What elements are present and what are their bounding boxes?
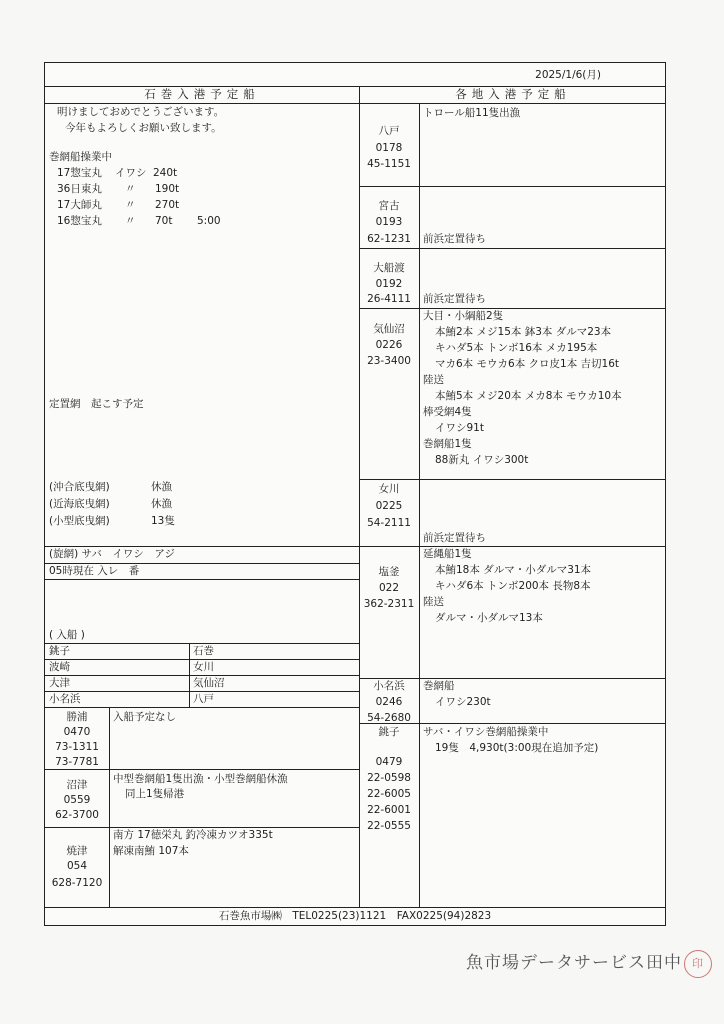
report-date: 2025/1/6(月): [535, 69, 601, 81]
port-info: イワシ230t: [435, 696, 491, 708]
grid-port: 女川: [193, 661, 214, 673]
makiami-fish: 〃: [125, 199, 136, 211]
grid-port: 波崎: [49, 661, 70, 673]
port-info: 解凍南鮪 107本: [113, 845, 189, 857]
port-name: 焼津: [66, 845, 88, 857]
stamp-text: 魚市場データサービス田中: [466, 953, 682, 973]
right-header: 各地入港予定船: [455, 87, 571, 101]
sokobiki-label: (近海底曳網): [49, 498, 110, 510]
sokobiki-value: 休漁: [151, 498, 172, 510]
port-tel: 362-2311: [363, 598, 415, 610]
port-tel: 0479: [375, 756, 403, 768]
port-tel: 0226: [375, 339, 403, 351]
port-info: 巻網船: [423, 680, 455, 692]
footer-contact: 石巻魚市場㈱ TEL0225(23)1121 FAX0225(94)2823: [218, 910, 492, 922]
makiami-name: 17惣宝丸: [57, 167, 102, 179]
current-status: 05時現在 入レ 番: [49, 565, 140, 577]
port-tel: 0470: [63, 726, 91, 738]
sokobiki-value: 13隻: [151, 515, 175, 527]
port-info: マカ6本 モウカ6本 クロ皮1本 吉切16t: [435, 358, 620, 370]
port-tel: 022: [378, 582, 400, 594]
port-tel: 0192: [375, 278, 403, 290]
port-info: 前浜定置待ち: [423, 532, 486, 544]
port-info: 延縄船1隻: [423, 548, 472, 560]
greeting-line-1: 明けましておめでとうございます。: [57, 106, 225, 118]
port-tel: 054: [66, 860, 88, 872]
port-info: 陸送: [423, 596, 444, 608]
port-tel: 54-2680: [367, 712, 411, 724]
grid-port: 石巻: [193, 645, 214, 657]
makiami-amount: 190t: [155, 183, 180, 195]
port-tel: 45-1151: [367, 158, 411, 170]
port-info: ダルマ・小ダルマ13本: [435, 612, 543, 624]
makiami-fish: イワシ: [115, 167, 147, 179]
port-tel: 54-2111: [367, 517, 411, 529]
port-tel: 22-6005: [367, 788, 411, 800]
port-name: 気仙沼: [373, 323, 405, 335]
port-name: 勝浦: [66, 711, 88, 723]
seal-icon: 印: [684, 950, 712, 978]
port-tel: 26-4111: [367, 293, 411, 305]
port-tel: 62-1231: [367, 233, 411, 245]
port-tel: 22-0598: [367, 772, 411, 784]
port-info: 本鮪18本 ダルマ・小ダルマ31本: [435, 564, 592, 576]
grid-port: 小名浜: [49, 693, 81, 705]
port-info: 同上1隻帰港: [125, 788, 185, 800]
port-tel: 0225: [375, 500, 403, 512]
makiami-name: 16惣宝丸: [57, 215, 102, 227]
makiami-name: 36日東丸: [57, 183, 102, 195]
teichi-note: 定置網 起こす予定: [49, 398, 144, 410]
port-name: 銚子: [378, 726, 400, 738]
port-info: キハダ6本 トンボ200本 長物8本: [435, 580, 591, 592]
port-name: 大船渡: [373, 262, 405, 274]
port-tel: 23-3400: [367, 355, 411, 367]
sokobiki-value: 休漁: [151, 481, 172, 493]
makiami-time: 5:00: [197, 215, 221, 227]
port-info: 入船予定なし: [113, 711, 176, 723]
port-info: 前浜定置待ち: [423, 293, 486, 305]
makiami-fish: 〃: [125, 183, 136, 195]
port-name: 塩釜: [378, 566, 400, 578]
port-info: トロール船11隻出漁: [423, 107, 521, 119]
port-tel: 22-0555: [367, 820, 411, 832]
port-info: 陸送: [423, 374, 444, 386]
port-tel: 0178: [375, 142, 403, 154]
port-name: 小名浜: [373, 680, 405, 692]
port-info: サバ・イワシ巻網船操業中: [423, 726, 549, 738]
port-tel: 0246: [375, 696, 403, 708]
port-info: 棒受網4隻: [423, 406, 472, 418]
makiami-amount: 240t: [153, 167, 178, 179]
port-tel: 62-3700: [55, 809, 99, 821]
data-service-stamp: [466, 948, 712, 978]
port-tel: 73-1311: [55, 741, 99, 753]
port-info: 巻網船1隻: [423, 438, 472, 450]
makiami-title: 巻網船操業中: [49, 151, 112, 163]
sokobiki-label: (沖合底曳網): [49, 481, 110, 493]
port-info: イワシ91t: [435, 422, 484, 434]
port-info: キハダ5本 トンボ16本 メカ195本: [435, 342, 598, 354]
port-info: 19隻 4,930t(3:00現在追加予定): [435, 742, 599, 754]
port-name: 女川: [378, 483, 400, 495]
port-name: 八戸: [378, 125, 400, 137]
port-info: 大目・小綱船2隻: [423, 310, 504, 322]
port-tel: 73-7781: [55, 756, 99, 768]
port-info: 88新丸 イワシ300t: [435, 454, 529, 466]
nyusen-label: ( 入船 ): [49, 629, 85, 641]
grid-port: 気仙沼: [193, 677, 225, 689]
port-info: 中型巻網船1隻出漁・小型巻網船休漁: [113, 773, 288, 785]
port-info: 本鮪5本 メジ20本 メカ8本 モウカ10本: [435, 390, 622, 402]
port-name: 沼津: [66, 779, 88, 791]
port-info: 南方 17徳栄丸 釣冷凍カツオ335t: [113, 829, 273, 841]
left-header: 石巻入港予定船: [144, 87, 260, 101]
port-tel: 22-6001: [367, 804, 411, 816]
makiami-amount: 270t: [155, 199, 180, 211]
port-tel: 0559: [63, 794, 91, 806]
market-report-sheet: [44, 62, 666, 926]
port-tel: 628-7120: [51, 877, 103, 889]
makiami-name: 17大師丸: [57, 199, 102, 211]
port-info: 前浜定置待ち: [423, 233, 486, 245]
makiami-fish: 〃: [125, 215, 136, 227]
greeting-line-2: 今年もよろしくお願い致します。: [65, 122, 222, 134]
port-tel: 0193: [375, 216, 403, 228]
port-name: 宮古: [378, 200, 400, 212]
grid-port: 銚子: [49, 645, 70, 657]
port-info: 本鮪2本 メジ15本 鉢3本 ダルマ23本: [435, 326, 612, 338]
makiami-amount: 70t: [155, 215, 173, 227]
senami-row: (旋網) サバ イワシ アジ: [49, 548, 175, 560]
grid-port: 大津: [49, 677, 70, 689]
grid-port: 八戸: [193, 693, 214, 705]
sokobiki-label: (小型底曳網): [49, 515, 110, 527]
